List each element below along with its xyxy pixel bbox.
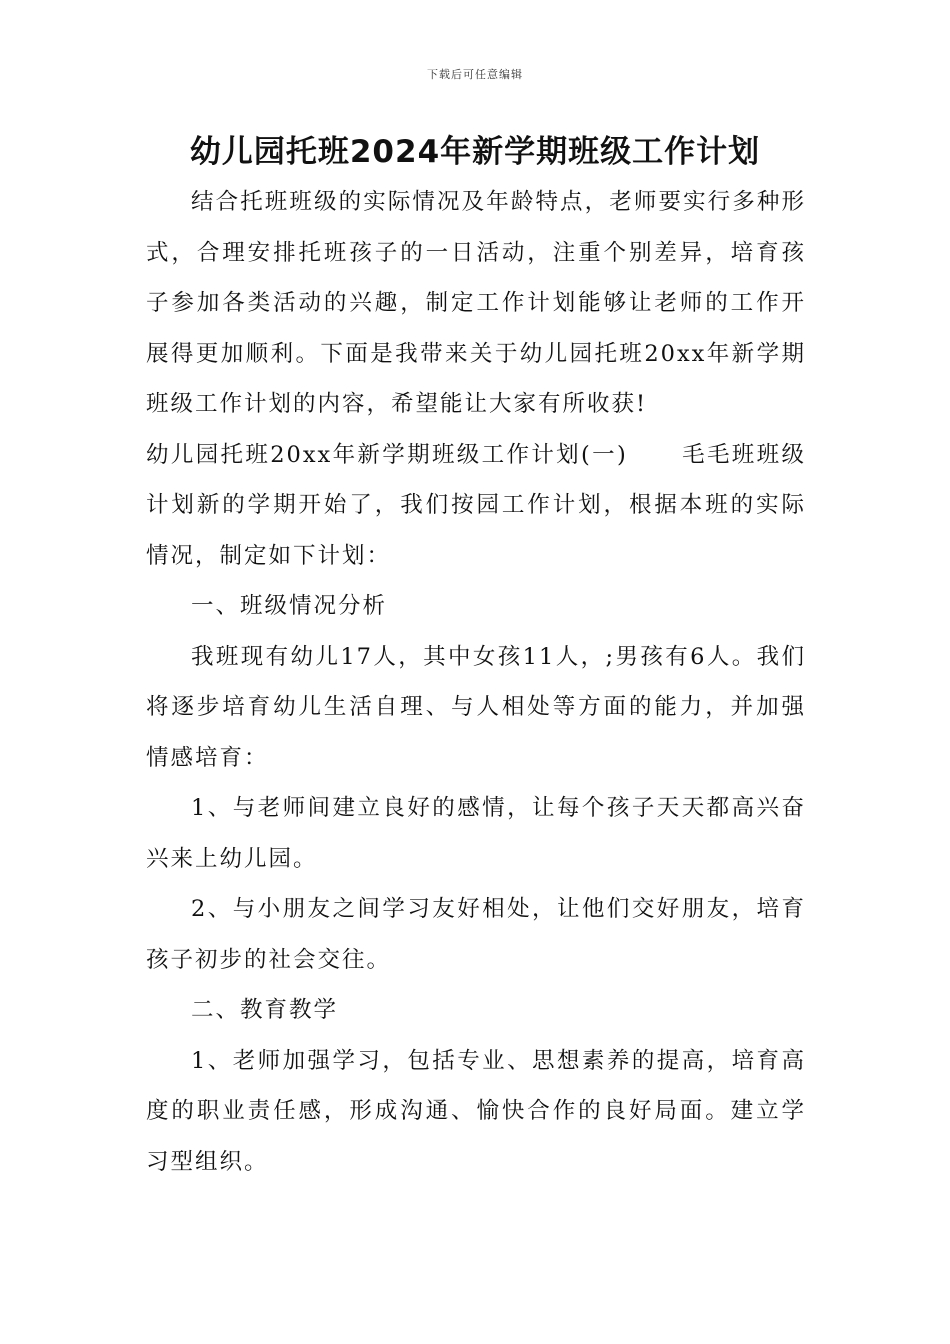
section-heading-education: 二、教育教学 bbox=[191, 997, 339, 1023]
header-note: 下载后可任意编辑 bbox=[427, 68, 523, 81]
class-info-paragraph: 我班现有幼儿17人，其中女孩11人，;男孩有6人。我们将逐步培育幼儿生活自理、与人相处等方面的能力，并加强情感培育： bbox=[146, 643, 806, 771]
list-item: 1、与老师间建立良好的感情，让每个孩子天天都高兴奋兴来上幼儿园。 bbox=[146, 795, 806, 872]
list-item: 1、老师加强学习，包括专业、思想素养的提高，培育高度的职业责任感，形成沟通、愉快合作的良好局面。建立学习型组织。 bbox=[146, 1047, 806, 1175]
plan-one-body: 毛毛班班级计划新的学期开始了，我们按园工作计划，根据本班的实际情况，制定如下计划： bbox=[146, 441, 806, 569]
plan-one-paragraph bbox=[146, 430, 806, 582]
document-title: 幼儿园托班2024年新学期班级工作计划 bbox=[189, 134, 761, 170]
plan-one-title: 幼儿园托班20xx年新学期班级工作计划(一) bbox=[146, 441, 628, 468]
intro-paragraph: 结合托班班级的实际情况及年龄特点，老师要实行多种形式，合理安排托班孩子的一日活动，注重个别差异，培育孩子参加各类活动的兴趣，制定工作计划能够让老师的工作开展得更加顺利。下面是我带来关于幼儿园托班20xx年新学期班级工作计划的内容，希望能让大家有所收获! bbox=[146, 189, 806, 417]
section-heading-class-analysis: 一、班级情况分析 bbox=[191, 593, 388, 619]
document-body bbox=[146, 177, 806, 1187]
list-item: 2、与小朋友之间学习友好相处，让他们交好朋友，培育孩子初步的社会交往。 bbox=[146, 896, 806, 973]
